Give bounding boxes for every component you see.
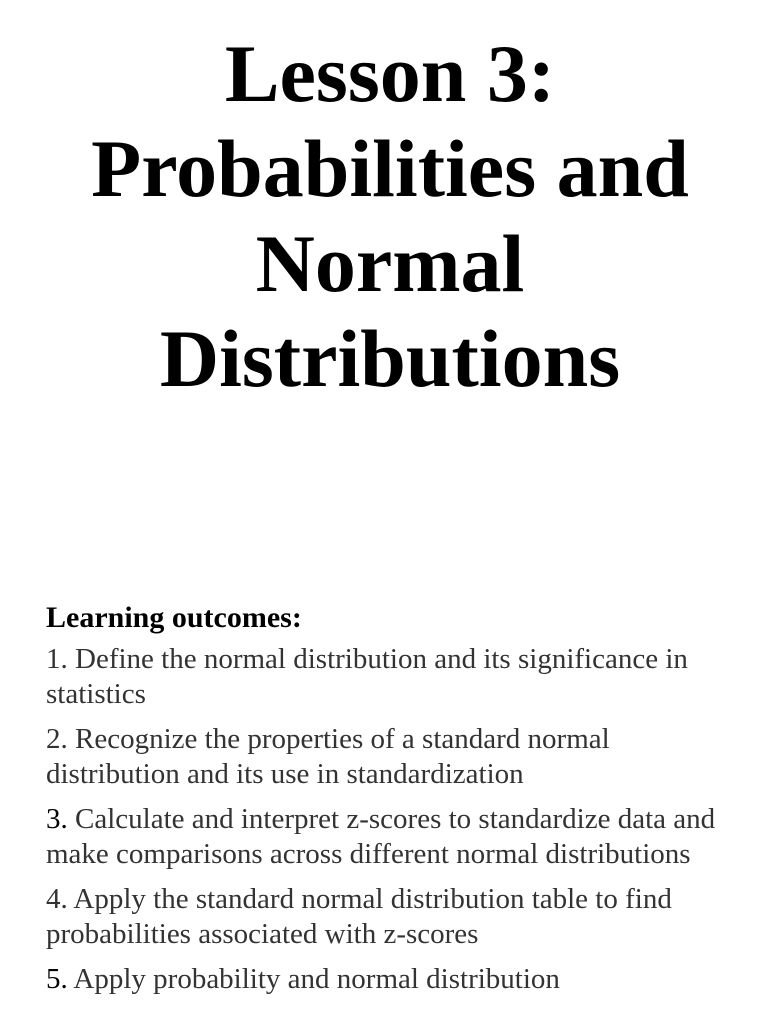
outcome-list	[46, 642, 746, 997]
outcome-text: Apply probability and normal distribution	[73, 963, 560, 995]
lesson-title: Lesson 3: Probabilities and Normal Distributions	[91, 28, 689, 404]
outcome-item-4	[46, 882, 746, 952]
outcome-text: Define the normal distribution and its significance in statistics	[46, 643, 688, 710]
learning-outcomes-section	[46, 600, 746, 1007]
outcome-number: 2.	[46, 723, 68, 755]
outcome-item-1	[46, 642, 746, 712]
outcome-item-3	[46, 802, 746, 872]
outcome-number: 4.	[46, 883, 68, 915]
outcome-number: 5.	[46, 963, 68, 995]
outcome-number: 1.	[46, 643, 68, 675]
outcome-text: Calculate and interpret z-scores to standardize data and make comparisons across different normal distributions	[46, 803, 716, 870]
outcome-item-5	[46, 962, 746, 997]
learning-outcomes-heading: Learning outcomes:	[46, 601, 302, 634]
outcome-text: Recognize the properties of a standard normal distribution and its use in standardization	[46, 723, 610, 790]
outcome-item-2	[46, 722, 746, 792]
outcome-number: 3.	[46, 803, 68, 835]
outcome-text: Apply the standard normal distribution table to find probabilities associated with z-scores	[46, 883, 672, 950]
